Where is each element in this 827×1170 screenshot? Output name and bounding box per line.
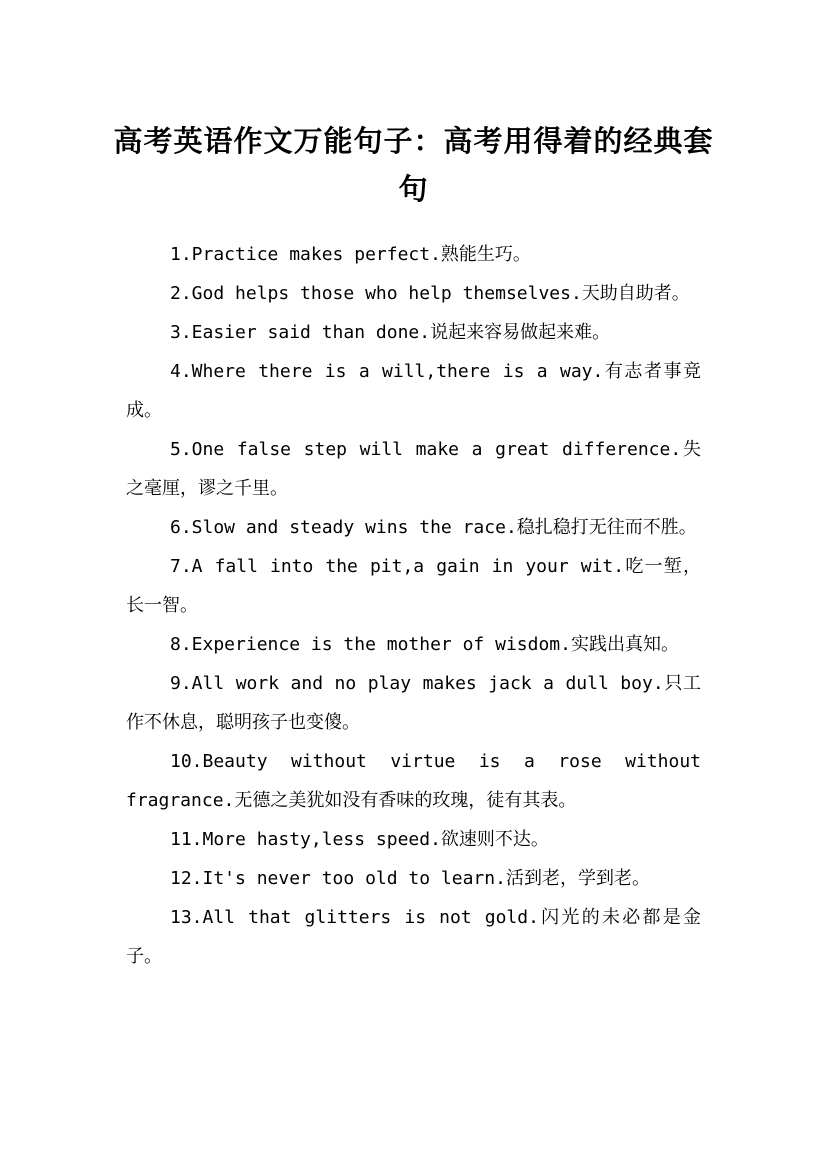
- paragraph-11: 11.More hasty,less speed.欲速则不达。: [170, 829, 549, 850]
- paragraph-8: 8.Experience is the mother of wisdom.实践出真知。: [170, 634, 679, 655]
- paragraph-10: 10.Beauty without virtue is a rose without fragrance.无德之美犹如没有香味的玫瑰，徒有其表。: [126, 751, 701, 811]
- paragraph-4: 4.Where there is a will,there is a way.有志者事竟成。: [126, 361, 701, 421]
- paragraph-9: 9.All work and no play makes jack a dull boy.只工作不休息，聪明孩子也变傻。: [126, 673, 701, 733]
- paragraph-5: 5.One false step will make a great difference.失之毫厘，谬之千里。: [126, 439, 701, 499]
- paragraph-3: 3.Easier said than done.说起来容易做起来难。: [170, 322, 611, 343]
- paragraph-12: 12.It's never too old to learn.活到老，学到老。: [170, 868, 650, 889]
- paragraph-2: 2.God helps those who help themselves.天助自助者。: [170, 283, 690, 304]
- paragraph-7: 7.A fall into the pit,a gain in your wit.吃一堑，长一智。: [126, 556, 701, 616]
- paragraph-1: 1.Practice makes perfect.熟能生巧。: [170, 244, 531, 265]
- paragraph-13: 13.All that glitters is not gold.闪光的未必都是金子。: [126, 907, 701, 967]
- document-title: 高考英语作文万能句子：高考用得着的经典套句: [113, 124, 714, 207]
- document-body: [126, 235, 701, 976]
- paragraph-6: 6.Slow and steady wins the race.稳扎稳打无往而不胜。: [170, 517, 697, 538]
